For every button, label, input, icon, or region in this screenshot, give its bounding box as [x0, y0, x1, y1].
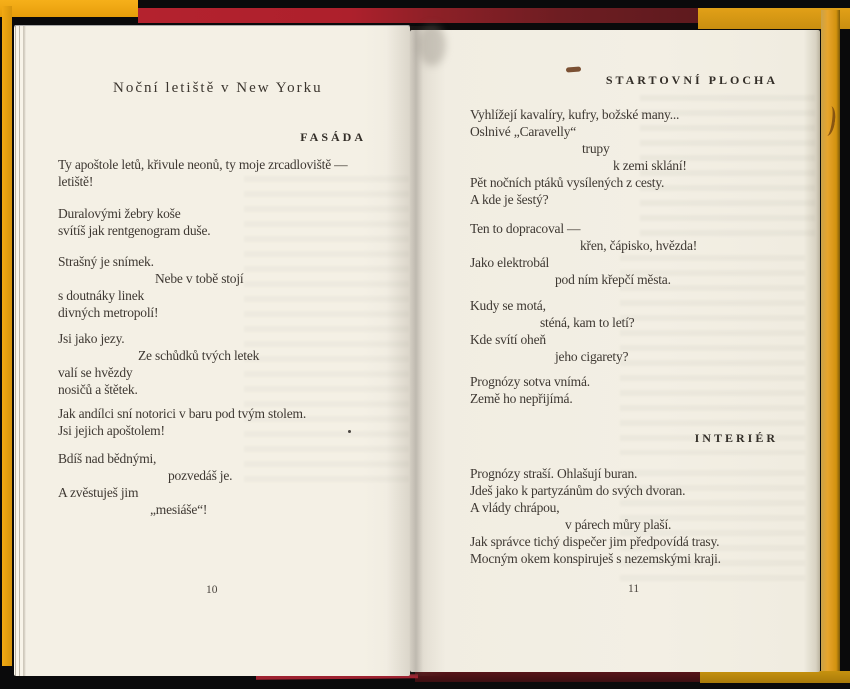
- poem-line: s doutnáky linek: [58, 288, 145, 303]
- poem-line: Strašný je snímek.: [58, 254, 154, 269]
- poem-line: svítíš jak rentgenogram duše.: [58, 223, 211, 238]
- poem-stanza: [58, 156, 366, 190]
- poem-line: Kde svítí oheň: [470, 332, 546, 347]
- gutter-smudge: [418, 24, 446, 66]
- book-page-left: [14, 26, 410, 676]
- poem-stanza: [470, 220, 778, 288]
- poem-stanza: [470, 465, 778, 567]
- poem-line: valí se hvězdy: [58, 365, 133, 380]
- cover-red-top-strip: [138, 8, 700, 23]
- poem-line: „mesiáše“!: [150, 502, 208, 517]
- ink-dot-mark: [348, 430, 351, 433]
- poem-line: Pět nočních ptáků vysílených z cesty.: [470, 175, 665, 190]
- poem-title: Noční letiště v New Yorku: [113, 80, 323, 96]
- poem-line: A zvěstuješ jim: [58, 485, 139, 500]
- poem-line: Jak správce tichý dispečer jim předpovídá trasy.: [470, 534, 720, 549]
- section-heading: STARTOVNÍ PLOCHA: [605, 73, 778, 87]
- poem-stanza: [470, 297, 778, 365]
- poem-line: Ty apoštole letů, křivule neonů, ty moje zrcadloviště —: [58, 157, 348, 172]
- poem-line: trupy: [582, 141, 610, 156]
- poem-stanza: [58, 205, 366, 239]
- section-heading: FASÁDA: [300, 130, 366, 144]
- poem-line: křen, čápisko, hvězda!: [580, 238, 698, 253]
- poem-line: Prognózy sotva vnímá.: [470, 374, 590, 389]
- cover-maroon-bottom-strip: [415, 671, 707, 682]
- poem-line: sténá, kam to letí?: [540, 315, 635, 330]
- poem-line: Jdeš jako k partyzánům do svých dvoran.: [470, 483, 686, 498]
- section-heading: INTERIÉR: [694, 431, 778, 445]
- poem-line: Ze schůdků tvých letek: [138, 348, 260, 363]
- page-number-right: 11: [628, 583, 640, 595]
- poem-line: Kudy se motá,: [470, 298, 546, 313]
- poem-stanza: [470, 106, 778, 208]
- poem-line: nosičů a štětek.: [58, 382, 138, 397]
- poem-line: k zemi sklání!: [613, 158, 687, 173]
- poem-line: Ten to dopracoval —: [470, 221, 581, 236]
- poem-line: Země ho nepřijímá.: [470, 391, 573, 406]
- poem-line: pozvedáš je.: [168, 468, 233, 483]
- cover-yellow-top-left: [0, 0, 138, 17]
- book-page-right: [410, 30, 820, 672]
- poem-line: Jsi jejich apoštolem!: [58, 423, 165, 438]
- poem-line: Prognózy straší. Ohlašují buran.: [470, 466, 638, 481]
- cover-yellow-bottom-right: [700, 671, 850, 683]
- poem-line: A kde je šestý?: [470, 192, 549, 207]
- ink-dash-mark: [566, 66, 581, 72]
- poem-line: Mocným okem konspiruješ s nezemskými kraji.: [470, 551, 721, 566]
- poem-line: Jsi jako jezy.: [58, 331, 125, 346]
- left-text-column: [58, 26, 366, 676]
- cover-yellow-left-edge: [2, 6, 12, 666]
- poem-stanza: [58, 253, 366, 321]
- poem-line: Duralovými žebry koše: [58, 206, 181, 221]
- poem-line: Oslnivé „Caravelly“: [470, 124, 577, 139]
- poem-stanza: [58, 330, 366, 398]
- poem-line: divných metropolí!: [58, 305, 159, 320]
- poem-stanza: [58, 450, 366, 518]
- page-number-left: 10: [206, 584, 218, 596]
- poem-line: Jako elektrobál: [470, 255, 550, 270]
- right-text-column: [470, 30, 778, 672]
- poem-line: v párech můry plaší.: [565, 517, 672, 532]
- poem-line: Bdíš nad bědnými,: [58, 451, 157, 466]
- poem-line: Nebe v tobě stojí: [155, 271, 244, 286]
- poem-line: jeho cigarety?: [555, 349, 629, 364]
- poem-line: Jak andílci sní notorici v baru pod tvým stolem.: [58, 406, 306, 421]
- poem-stanza: [470, 373, 778, 407]
- poem-line: letiště!: [58, 174, 94, 189]
- poem-stanza: [58, 405, 366, 439]
- poem-line: A vlády chrápou,: [470, 500, 560, 515]
- poem-line: Vyhlížejí kavalíry, kufry, božské many...: [470, 107, 680, 122]
- poem-line: pod ním křepčí města.: [555, 272, 671, 287]
